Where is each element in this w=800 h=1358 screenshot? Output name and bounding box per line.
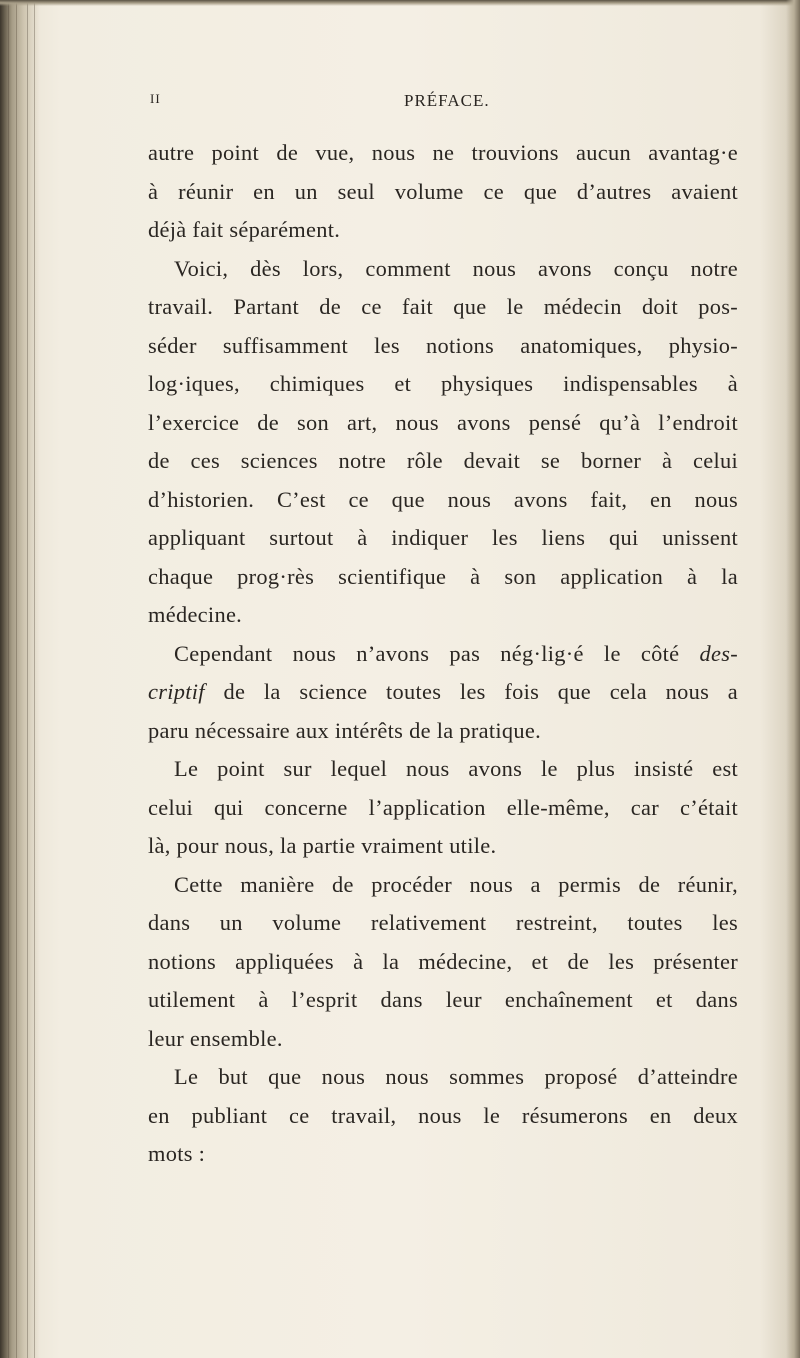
text-line: à réunir en un seul volume ce que d’autres avaient bbox=[148, 178, 738, 204]
text-line: l’exercice de son art, nous avons pensé qu’à l’endroit bbox=[148, 409, 738, 435]
page-number: II bbox=[150, 91, 161, 106]
text-line: Cette manière de procéder nous a permis de réunir, bbox=[174, 871, 738, 897]
italic-word: criptif bbox=[148, 679, 205, 704]
text-line: autre point de vue, nous ne trouvions aucun avantag·e bbox=[148, 140, 738, 165]
text-line: déjà fait séparément. bbox=[148, 217, 341, 242]
text-line: log·iques, chimiques et physiques indispensables à bbox=[148, 371, 738, 396]
binding-edge-line bbox=[16, 0, 17, 1358]
text-segment: Cependant nous n’avons pas nég·lig·é le côté bbox=[174, 640, 680, 666]
running-head bbox=[150, 91, 670, 115]
binding-edge-line bbox=[34, 0, 35, 1358]
top-page-edge bbox=[0, 0, 800, 6]
text-segment: de la science toutes les fois que cela nous a bbox=[223, 679, 738, 704]
right-page-edge bbox=[786, 0, 800, 1358]
text-line: là, pour nous, la partie vraiment utile. bbox=[148, 833, 497, 858]
text-line: en publiant ce travail, nous le résumerons en deux bbox=[148, 1102, 738, 1128]
text-line: leur ensemble. bbox=[148, 1025, 283, 1051]
text-line: de ces sciences notre rôle devait se borner à celui bbox=[148, 448, 738, 473]
binding-edge-line bbox=[27, 0, 28, 1358]
text-line: appliquant surtout à indiquer les liens qui unissent bbox=[148, 525, 738, 550]
body-text bbox=[148, 134, 738, 1174]
text-line: Le point sur lequel nous avons le plus insisté est bbox=[174, 756, 738, 781]
text-line: utilement à l’esprit dans leur enchaînement et dans bbox=[148, 987, 738, 1012]
text-line bbox=[148, 635, 738, 674]
text-line: travail. Partant de ce fait que le médecin doit pos- bbox=[148, 294, 738, 319]
binding-edge-line bbox=[8, 0, 9, 1358]
text-line: chaque prog·rès scientifique à son application à la bbox=[148, 563, 738, 589]
text-line: Voici, dès lors, comment nous avons conçu notre bbox=[174, 255, 738, 281]
text-line: paru nécessaire aux intérêts de la pratique. bbox=[148, 717, 542, 743]
text-line: mots : bbox=[148, 1141, 206, 1166]
text-line: notions appliquées à la médecine, et de les présenter bbox=[148, 948, 738, 974]
text-line: Le but que nous nous sommes proposé d’atteindre bbox=[174, 1064, 738, 1089]
text-line: d’historien. C’est ce que nous avons fait, en nous bbox=[148, 486, 738, 512]
text-line: séder suffisamment les notions anatomiques, physio- bbox=[148, 332, 738, 358]
text-line: médecine. bbox=[148, 602, 243, 627]
running-head-title: PRÉFACE. bbox=[404, 91, 490, 110]
text-line: dans un volume relativement restreint, toutes les bbox=[148, 910, 738, 935]
text-line: celui qui concerne l’application elle-même, car c’était bbox=[148, 794, 738, 820]
italic-word: des- bbox=[699, 640, 738, 666]
text-line bbox=[148, 673, 738, 712]
